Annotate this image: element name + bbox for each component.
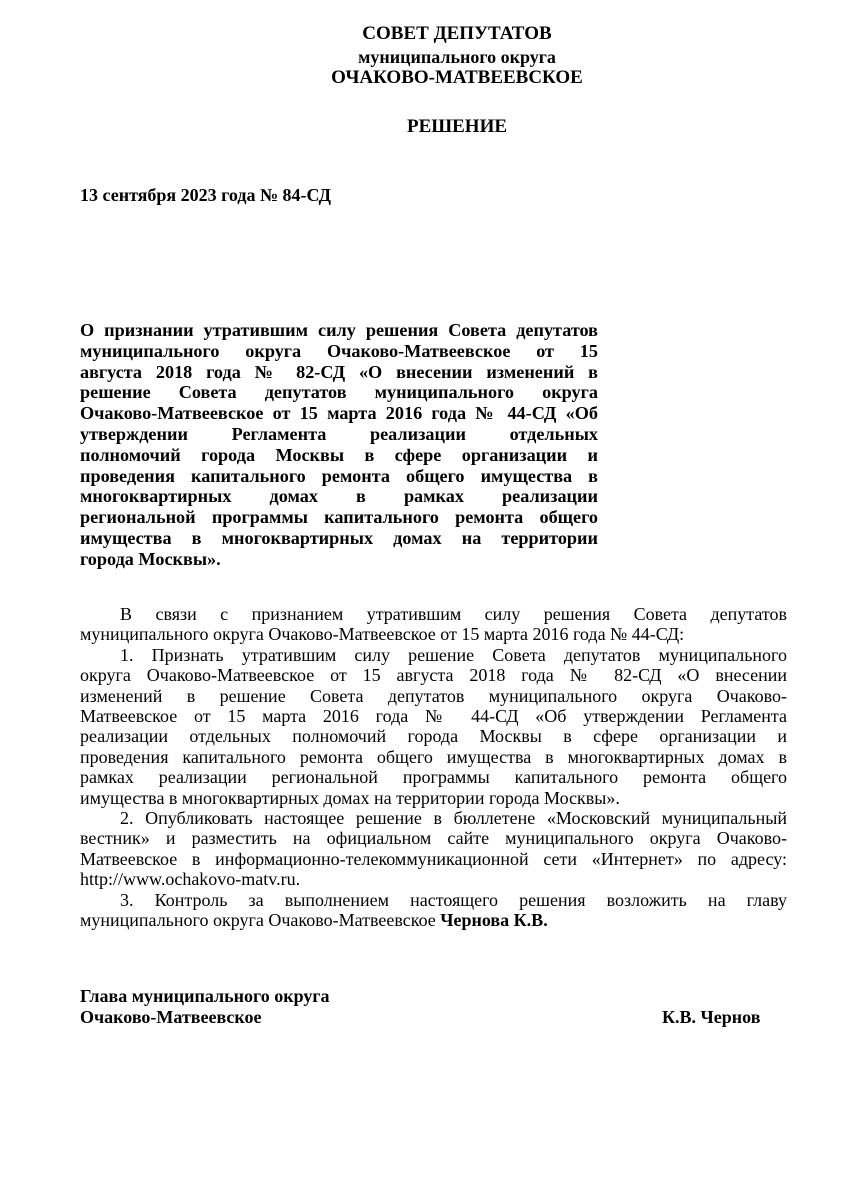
title-line: муниципального округа Очаково-Матвеевское от 15 (80, 340, 598, 361)
title-line: проведения капитального ремонта общего имущества в (80, 465, 598, 486)
body-line: Матвеевское от 15 марта 2016 года № 44-СД «Об утверждении Регламента (80, 706, 787, 727)
title-line: региональной программы капитального ремонта общего (80, 507, 598, 528)
document-type: РЕШЕНИЕ (406, 116, 508, 137)
item-1-paragraph (80, 645, 787, 808)
website-url: http://www.ochakovo-matv.ru. (80, 869, 301, 890)
title-line: Очаково-Матвеевское от 15 марта 2016 года № 44-СД «Об (80, 403, 598, 424)
title-line: города Москвы». (80, 548, 221, 569)
preamble-paragraph (80, 604, 787, 645)
body-line: 1. Признать утратившим силу решение Совета депутатов муниципального (120, 644, 787, 665)
body-line: 2. Опубликовать настоящее решение в бюллетене «Московский муниципальный (120, 808, 787, 829)
body-line: рамках реализации региональной программы капитального ремонта общего (80, 767, 787, 788)
body-line-text: муниципального округа Очаково-Матвеевское (80, 910, 441, 931)
title-line: полномочий города Москвы в сфере организации и (80, 444, 598, 465)
title-line: решение Совета депутатов муниципального округа (80, 382, 598, 403)
title-line: утверждении Регламента реализации отдельных (80, 423, 598, 444)
body-line-with-name (80, 910, 787, 930)
responsible-person-name: Чернова К.В. (440, 910, 548, 931)
body-line: муниципального округа Очаково-Матвеевское от 15 марта 2016 года № 44-СД: (80, 624, 685, 645)
signature-position-line-1: Глава муниципального округа (80, 986, 330, 1006)
decision-date-number: 13 сентября 2023 года № 84-СД (80, 185, 332, 205)
body-line: В связи с признанием утратившим силу решения Совета депутатов (120, 604, 787, 624)
council-name: СОВЕТ ДЕПУТАТОВ (362, 23, 552, 44)
title-line: О признании утратившим силу решения Совета депутатов (80, 320, 598, 340)
body-line: реализации отдельных полномочий города Москвы в сфере организации и (80, 726, 787, 747)
signature-position-line-2: Очаково-Матвеевское (80, 1007, 262, 1027)
body-line: Матвеевское в информационно-телекоммуникационной сети «Интернет» по адресу: (80, 848, 787, 869)
title-line: имущества в многоквартирных домах на территории (80, 527, 598, 548)
body-line: изменений в решение Совета депутатов муниципального округа Очаково- (80, 685, 787, 706)
title-line: августа 2018 года № 82-СД «О внесении изменений в (80, 361, 598, 382)
decision-title (80, 320, 598, 570)
item-3-paragraph (80, 890, 787, 931)
body-line: проведения капитального ремонта общего имущества в многоквартирных домах в (80, 746, 787, 767)
title-line: многоквартирных домах в рамках реализации (80, 486, 598, 507)
body-line: вестник» и разместить на официальном сайте муниципального округа Очаково- (80, 828, 787, 849)
district-label: муниципального округа (358, 47, 556, 67)
decision-body (80, 604, 787, 931)
item-2-paragraph (80, 808, 787, 890)
body-line: округа Очаково-Матвеевское от 15 августа 2018 года № 82-СД «О внесении (80, 665, 787, 686)
signatory-name: К.В. Чернов (662, 1007, 761, 1027)
body-line: 3. Контроль за выполнением настоящего решения возложить на главу (120, 889, 787, 910)
body-line: имущества в многоквартирных домах на территории города Москвы». (80, 787, 620, 808)
district-name: ОЧАКОВО-МАТВЕЕВСКОЕ (331, 67, 583, 88)
